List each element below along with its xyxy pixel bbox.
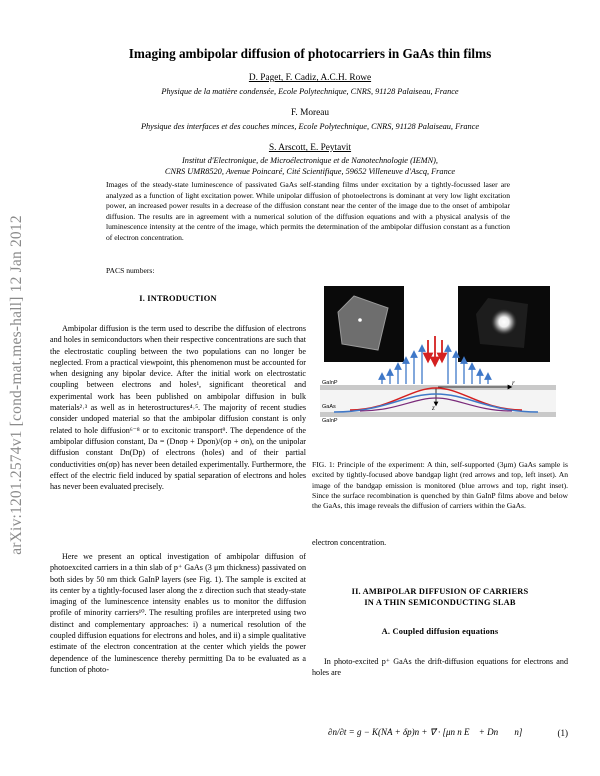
diffusion-schematic [310,286,570,452]
abstract: Images of the steady-state luminescence of passivated GaAs self-standing films under excitation by a tightly-focussed laser are analyzed as a function of light excitation power. While unipolar diffusion of photoelectrons is dominant at very low light excitation power, an increased power results in a decrease of the diffusion constant near the center of the image due to the onset of ambipolar diffusion. The results are in agreement with a numerical solution of the diffusion equations and with a physical analysis of the luminescence intensity at the centre of the image, which permits the determination of the ambipolar diffusion constant as a function of electron concentration. [106,180,510,242]
arxiv-sidebar [6,150,28,620]
authors-1: D. Paget, F. Cadiz, A.C.H. Rowe [248,73,372,83]
affiliation-1: Physique de la matière condensée, Ecole Polytechnique, CNRS, 91128 Palaiseau, France [161,87,459,96]
intro-paragraph-1: Ambipolar diffusion is the term used to describe the diffusion of electrons and holes in semiconductors when their respective concentrations are such that the electrostatic coupling between the two populations can no longer be neglected. From a practical viewpoint, this phenomenon must be accounted for when designing any bipolar device. After the initial work on electrostatic coupling between electrons and holes¹, significant theoretical and experimental work has been published on ambipolar diffusion in bulk materials²˒³ as well as in heterostructures⁴˒⁵. The majority of recent studies consider undoped material so that the ambipolar diffusion constant is only related to hole diffusion⁶⁻⁸ or to excitonic transport⁹. The dependence of the ambipolar diffusion constant, Da = (Dnσp + Dpσn)/(σp + σn), on the unipolar diffusion constant Dn(Dp) of electrons (holes) and of their partial conductivities σn(σp) has never been detailed experimentally. Furthermore, the effect of the electric field induced by spatial separation of electrons and holes has never been evaluated precisely. [50,324,306,492]
section-2-heading-line-1: II. AMBIPOLAR DIFFUSION OF CARRIERS [351,587,529,596]
gainp-bottom-layer [320,412,556,417]
equation-1 [312,718,568,752]
affiliation-2: Physique des interfaces et des couches minces, Ecole Polytechnique, CNRS, 91128 Palaiseau, France [140,122,480,131]
equation-1-body: ∂n/∂t = g − K(NA + δp)n + ∇⃗ · [μn n E⃗ + Dn ∇⃗n] [328,727,523,737]
figure-1 [310,286,570,452]
authors-3: S. Arscott, E. Peytavit [268,143,352,153]
affiliation-3b: CNRS UMR8520, Avenue Poincaré, Cité Scientifique, 59652 Villeneuve d'Ascq, France [164,167,456,176]
right-column-continuation: electron concentration. [312,538,387,547]
excitation-arrows [428,336,442,362]
equation-1-number: (1) [557,728,568,738]
pacs-numbers: PACS numbers: [106,266,155,275]
paper-title: Imaging ambipolar diffusion of photocarriers in GaAs thin films [128,46,492,61]
affiliation-3a: Institut d'Electronique, de Microélectronique et de Nanotechnologie (IEMN), [182,156,438,165]
label-gainp-top: GaInP [322,380,338,386]
arxiv-identifier: arXiv:1201.2574v1 [cond-mat.mes-hall] 12 Jan 2012 [8,215,25,555]
authors-2: F. Moreau [291,108,329,118]
subsection-a-heading: A. Coupled diffusion equations [381,627,499,636]
label-z-axis: z [432,404,435,412]
label-gaas: GaAs [322,404,336,410]
intro-paragraph-2: Here we present an optical investigation of ambipolar diffusion of photoexcited carriers in a thin slab of p⁺ GaAs (3 μm thickness) passivated on both sides by 50 nm thick GaInP layers (see Fig. 1). The sample is excited at its center by a tightly-focused laser along the z direction such that steady-state imaging of the luminescence intensity enables us to monitor the diffusion profile of minority carriers¹⁰. The resulting profiles are interpreted using two distinct and complementary approaches: i) a numerical resolution of the coupled diffusion equations for electrons and holes, and ii) a simple qualitative estimate of the electron concentration at the center which yields the power dependence of the luminescence thereby permitting Da to be evaluated as a function of photo- [50,552,306,674]
figure-1-caption: FIG. 1: Principle of the experiment: A thin, self-supported (3μm) GaAs sample is excited by tightly-focused above bandgap light (red arrows and top, left inset). An image of the bandgap emission is monitored (blue arrows and top, right inset). Since the surface recombination is quenched by thin GaInP films above and below the GaAs, this image reveals the diffusion of carriers within the GaAs. [312,460,568,511]
label-r-axis: r [512,379,515,387]
section-1-heading: I. INTRODUCTION [139,294,217,303]
label-gainp-bottom: GaInP [322,418,338,424]
section-2-heading-line-2: IN A THIN SEMICONDUCTING SLAB [364,598,516,607]
section-2-paragraph-1: In photo-excited p⁺ GaAs the drift-diffusion equations for electrons and holes are [312,657,568,678]
